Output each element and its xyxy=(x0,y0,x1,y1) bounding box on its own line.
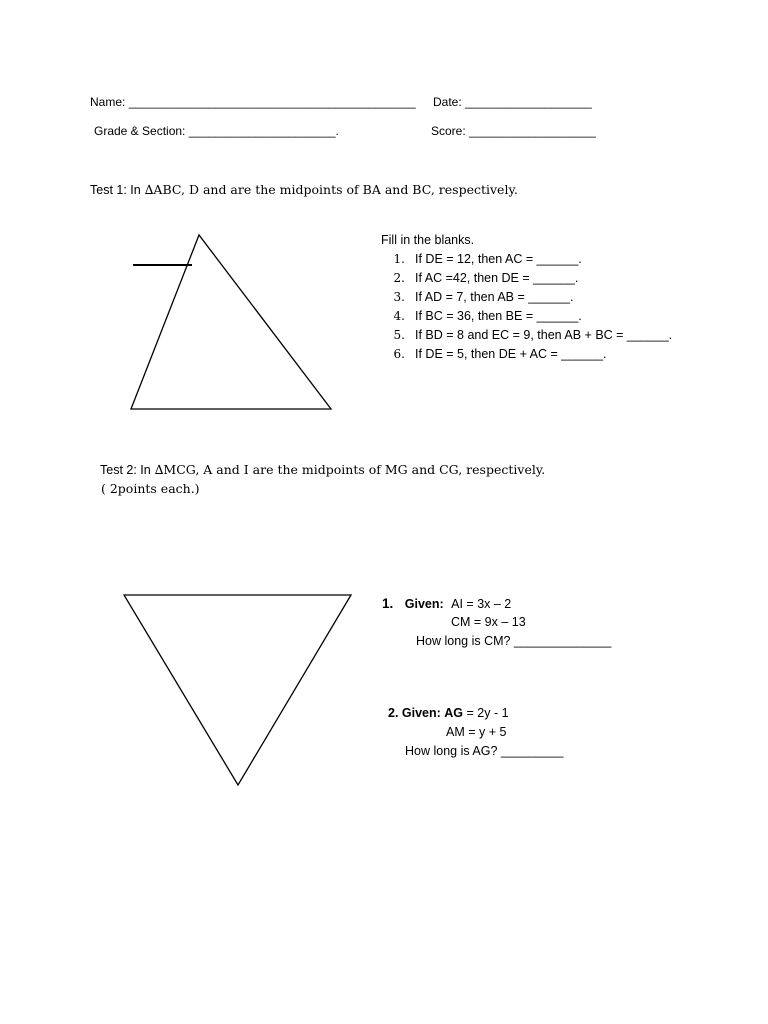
item-text: If AD = 7, then AB = ______. xyxy=(415,290,574,304)
item-text: If BD = 8 and EC = 9, then AB + BC = ______. xyxy=(415,328,673,342)
list-item xyxy=(383,328,672,347)
q2-var: AG xyxy=(444,706,464,720)
q1-given-label: Given: xyxy=(404,597,444,611)
score-blank[interactable]: ___________________ xyxy=(469,124,596,138)
item-number: 2. xyxy=(393,271,405,285)
list-item xyxy=(383,290,672,309)
name-label: Name: xyxy=(90,95,126,109)
fill-instruction: Fill in the blanks. xyxy=(381,233,475,247)
grade-section-blank[interactable]: ______________________. xyxy=(188,124,339,138)
q2-line1: = 2y - 1 xyxy=(466,706,509,720)
item-text: If DE = 5, then DE + AC = ______. xyxy=(415,347,607,361)
list-item xyxy=(383,271,672,290)
test2-title-text: ∆MCG, A and I are the midpoints of MG and CG, respectively. xyxy=(150,462,546,477)
item-number: 6. xyxy=(393,347,405,361)
item-text: If DE = 12, then AC = ______. xyxy=(415,252,582,266)
item-text: If AC =42, then DE = ______. xyxy=(415,271,579,285)
item-number: 5. xyxy=(393,328,405,342)
list-item xyxy=(383,252,672,271)
list-item xyxy=(383,309,672,328)
item-text: If BC = 36, then BE = ______. xyxy=(415,309,582,323)
triangle-mcg xyxy=(124,595,351,785)
q1-given-row xyxy=(382,596,511,611)
list-item xyxy=(383,347,672,366)
q2-line2: AM = y + 5 xyxy=(446,725,507,739)
q1-line2: CM = 9x – 13 xyxy=(451,615,526,629)
score-label: Score: xyxy=(431,124,466,138)
triangle-abc xyxy=(131,235,331,409)
date-blank[interactable]: ___________________ xyxy=(465,95,592,109)
test1-items-list xyxy=(383,252,672,366)
q2-given-label: 2. Given: xyxy=(388,706,441,720)
q1-number: 1. xyxy=(382,596,394,611)
q2-question: How long is AG? _________ xyxy=(405,744,564,758)
name-blank[interactable]: ___________________________________________ xyxy=(128,95,416,109)
test2-title xyxy=(100,462,545,477)
points-note: ( 2points each.) xyxy=(101,481,200,496)
item-number: 3. xyxy=(393,290,405,304)
grade-section-label: Grade & Section: xyxy=(94,124,186,138)
item-number: 1. xyxy=(393,252,405,266)
test1-title-prefix: Test 1: In xyxy=(90,183,141,197)
test2-title-prefix: Test 2: In xyxy=(100,463,151,477)
q2-given-row xyxy=(388,706,509,720)
item-number: 4. xyxy=(393,309,405,323)
test1-title-text: ∆ABC, D and are the midpoints of BA and BC, respectively. xyxy=(140,182,518,197)
date-label: Date: xyxy=(433,95,462,109)
q1-line1: AI = 3x – 2 xyxy=(451,597,512,611)
q1-question: How long is CM? ______________ xyxy=(416,634,612,648)
